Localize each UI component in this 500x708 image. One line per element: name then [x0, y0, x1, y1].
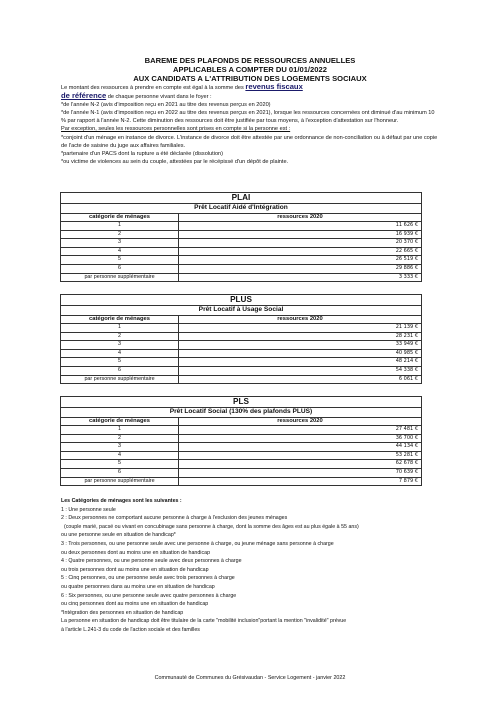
household-categories	[61, 497, 441, 635]
intro-n2: *de l'année N-2 (avis d'imposition reçu en 2021 au titre des revenus perçus en 2020)	[61, 102, 271, 109]
table-row: 2 28 231 €	[61, 332, 422, 341]
intro-violence: *ou victime de violences au sein du couple, attestées par le récépissé d'un dépôt de plainte.	[61, 158, 289, 165]
revenus-fiscaux-text: revenus fiscaux	[245, 82, 303, 91]
footer-text: Communauté de Communes du Grésivaudan - Service Logement - janvier 2022	[154, 675, 346, 681]
category-line: 1 : Une personne seule	[61, 506, 116, 513]
table-row: 2 36 700 €	[61, 434, 422, 443]
table-subtitle: Prêt Locatif Aidé d'Intégration	[61, 204, 422, 214]
category-line: 6 : Six personnes, ou une personne seule avec quatre personnes à charge	[61, 592, 237, 599]
table-name: PLUS	[61, 295, 422, 306]
intro-n1: *de l'année N-1 (avis d'imposition reçu en 2022 au titre des revenus perçus en 2021), lorsque les ressources concernées ont diminué d'au minimum 10 % par rapport à l'année N-2. Cette diminution des ressources doit être justifiée par tous moyens, à l'exception d'attestation sur l'honneur.	[61, 110, 435, 125]
category-line: 4 : Quatre personnes, ou une personne seule avec deux personnes à charge	[61, 558, 242, 565]
table-row: 3 20 370 €	[61, 239, 422, 248]
table-row: 3 44 134 €	[61, 443, 422, 452]
table-subtitle: Prêt Locatif à Usage Social	[61, 306, 422, 316]
table-row: 4 22 665 €	[61, 247, 422, 256]
table-row: 6 70 639 €	[61, 469, 422, 478]
column-header-resources: ressources 2020	[179, 417, 422, 426]
table-row: 4 40 985 €	[61, 349, 422, 358]
intro-paragraph-1b: de référence de chaque personne vivant dans le foyer :	[61, 91, 212, 101]
table-row: 5 48 214 €	[61, 358, 422, 367]
category-line: 5 : Cinq personnes, ou une personne seule avec trois personnes à charge	[61, 575, 235, 582]
document-title	[60, 56, 440, 84]
column-header-category: catégorie de ménages	[61, 417, 179, 426]
category-line: 2 : Deux personnes ne comportant aucune personne à charge à l'exclusion des jeunes ménages	[61, 515, 288, 522]
category-line: La personne en situation de handicap doit être titulaire de la carte "mobilité inclusion"portant la mention "invalidité" prévue	[61, 618, 347, 625]
category-line: *Intégration des personnes en situation de handicap	[61, 609, 184, 616]
column-header-category: catégorie de ménages	[61, 315, 179, 324]
table-row: par personne supplémentaire 6 061 €	[61, 375, 422, 384]
category-line: ou deux personnes dont au moins une en situation de handicap	[61, 549, 211, 556]
table-row: 4 53 281 €	[61, 451, 422, 460]
category-line: ou une personne seule en situation de handicap*	[61, 532, 176, 539]
title-line-2: APPLICABLES A COMPTER DU 01/01/2022	[173, 65, 327, 75]
category-line: à l'article L.241-3 du code de l'action sociale et des familles	[61, 626, 200, 633]
category-line: ou quatre personnes dans au moins une en situation de handicap	[61, 583, 215, 590]
table-name: PLAI	[61, 193, 422, 204]
intro-section	[61, 83, 439, 166]
intro-pacs: *partenaire d'un PACS dont la rupture a été déclarée (dissolution)	[61, 150, 224, 157]
table-name: PLS	[61, 397, 422, 408]
table-row: 2 16 939 €	[61, 230, 422, 239]
de-reference-text: de référence	[61, 91, 107, 101]
intro-exception: Par exception, seules les ressources personnelles sont prises en compte si la personne est :	[61, 126, 291, 133]
title-line-3: AUX CANDIDATS A L'ATTRIBUTION DES LOGEMENTS SOCIAUX	[133, 74, 367, 84]
intro-paragraph-1: Le montant des ressources à prendre en compte est égal à la somme des revenus fiscaux	[61, 82, 303, 91]
plai-table	[60, 192, 422, 282]
table-subtitle: Prêt Locatif Social (130% des plafonds PLUS)	[61, 408, 422, 418]
category-line: ou cinq personnes dont au moins une en situation de handicap	[61, 601, 209, 608]
category-line: ou trois personnes dont au moins une en situation de handicap	[61, 566, 209, 573]
table-row: 6 29 886 €	[61, 265, 422, 274]
categories-heading: Les Catégories de ménages sont les suivantes :	[61, 498, 182, 504]
table-row: par personne supplémentaire 3 333 €	[61, 273, 422, 282]
table-row: 1 21 139 €	[61, 324, 422, 333]
table-row: 5 26 519 €	[61, 256, 422, 265]
category-line: 3 : Trois personnes, ou une personne seule avec une personne à charge, ou jeune ménage sans personne à charge	[61, 540, 334, 547]
table-row: 6 54 338 €	[61, 367, 422, 376]
category-line: (couple marié, pacsé ou vivant en concubinage sans personne à charge, dont la somme des âges est au plus égale à 55 ans)	[64, 523, 359, 530]
column-header-resources: ressources 2020	[179, 213, 422, 222]
table-row: par personne supplémentaire 7 879 €	[61, 477, 422, 486]
pls-table	[60, 396, 422, 486]
plus-table	[60, 294, 422, 384]
table-row: 3 33 949 €	[61, 341, 422, 350]
table-row: 5 62 678 €	[61, 460, 422, 469]
table-row: 1 11 626 €	[61, 222, 422, 231]
table-row: 1 27 481 €	[61, 426, 422, 435]
title-line-1: BAREME DES PLAFONDS DE RESSOURCES ANNUELLES	[144, 56, 356, 65]
column-header-resources: ressources 2020	[179, 315, 422, 324]
intro-conjoint: *conjoint d'un ménage en instance de divorce. L'instance de divorce doit être attestée par une ordonnance de non-conciliation ou à défaut par une copie de l'acte de saisine du juge aux affaires familiales.	[61, 134, 438, 149]
column-header-category: catégorie de ménages	[61, 213, 179, 222]
